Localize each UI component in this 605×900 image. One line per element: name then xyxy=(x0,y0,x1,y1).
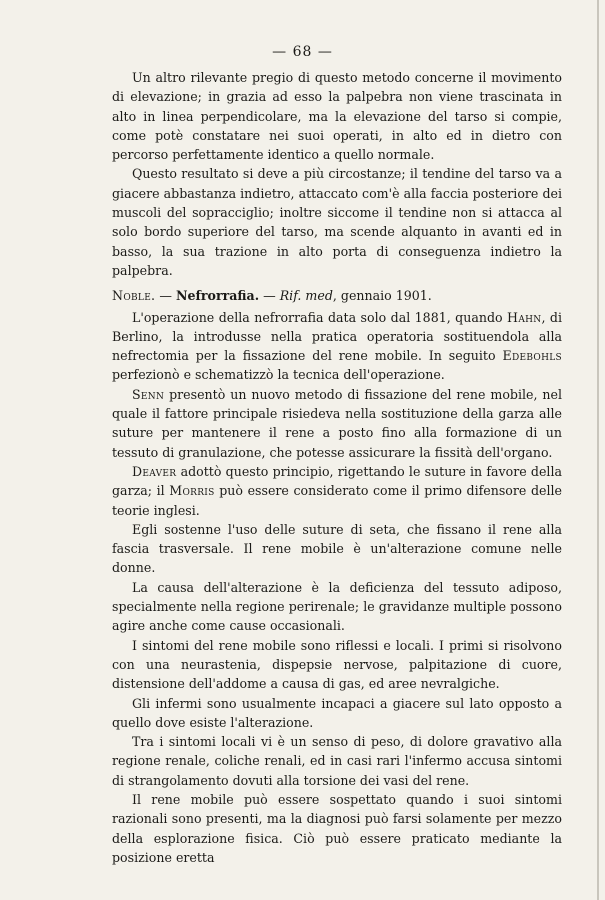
history-text-3: perfezionò e schematizzò la tecnica dell'operazione. xyxy=(112,367,445,383)
history-text-2: , di Berlino, la introdusse nella pratica operatoria sostituendola alla nefrectomia per la fissazione del rene mobile. In seguito xyxy=(112,309,562,364)
paragraph-cause: La causa dell'alterazione è la deficienza del tessuto adiposo, specialmente nella regione perirenale; le gravidanze multiple possono agire anche come cause occasionali. xyxy=(112,579,562,634)
entry-header xyxy=(112,286,562,305)
deaver-text-2: può essere considerato come il primo difensore delle teorie inglesi. xyxy=(112,483,562,518)
paragraph-deaver xyxy=(112,462,562,520)
paragraph-movement: Un altro rilevante pregio di questo metodo concerne il movimento di elevazione; in grazia ad esso la palpebra non viene trascinata in alto in linea perpendicolare, ma la elevazione del tarso si compie, come potè constatare nei suoi operati, in alto ed in dietro con percorso perfettamente identico a quello normale. xyxy=(112,70,562,163)
paragraph-diagnosis: Il rene mobile può essere sospettato quando i suoi sintomi razionali sono presenti, ma la diagnosi può farsi solamente per mezzo della esplorazione fisica. Ciò può essere praticato mediante la posizione eretta xyxy=(112,791,562,865)
body-text xyxy=(112,68,562,867)
name-hahn: Hahn xyxy=(507,309,542,325)
paragraph-history xyxy=(112,308,562,385)
name-deaver: Deaver xyxy=(132,463,177,479)
paragraph-sutures: Egli sostenne l'uso delle suture di seta, che fissano il rene alla fascia trasversale. Il rene mobile è un'alterazione comune nelle donne. xyxy=(112,521,562,576)
paragraph-result: Questo resultato si deve a più circostanze; il tendine del tarso va a giacere abbastanza indietro, attaccato com'è alla faccia posteriore dei muscoli del sopracciglio; inoltre siccome il tendine non si attacca al solo bordo superiore del tarso, ma scende alquanto in avanti ed in basso, la sua trazione in alto porta di conseguenza indietro la palpebra. xyxy=(112,166,562,278)
entry-source: Rif. med xyxy=(279,288,333,304)
entry-title: Nefrorrafia. xyxy=(175,288,260,304)
entry-dash-1: — xyxy=(155,288,176,304)
name-edebohls: Edebohls xyxy=(502,348,562,364)
deaver-text-1: adottò questo principio, rigettando le suture in favore della garza; il xyxy=(112,463,562,499)
page-edge-line xyxy=(597,0,599,900)
name-senn: Senn xyxy=(132,386,165,402)
paragraph-lying: Gli infermi sono usualmente incapaci a giacere sul lato opposto a quello dove esiste l'alterazione. xyxy=(112,695,562,730)
paragraph-local-symptoms: Tra i sintomi locali vi è un senso di peso, di dolore gravativo alla regione renale, coliche renali, ed in casi rari l'infermo accusa sintomi di strangolamento dovuti alla torsione dei vasi del rene. xyxy=(112,734,562,788)
history-text-1: L'operazione della nefrorrafia data solo dal 1881, quando xyxy=(132,309,508,325)
page-number: — 68 — xyxy=(272,44,333,60)
entry-date: , gennaio 1901. xyxy=(332,288,432,304)
paragraph-symptoms: I sintomi del rene mobile sono riflessi e locali. I primi si risolvono con una neurastenia, dispepsie nervose, palpitazione di cuore, distensione dell'addome a causa di gas, ed aree nevralgiche. xyxy=(112,637,562,692)
paragraph-senn xyxy=(112,385,562,462)
entry-dash-2: — xyxy=(259,288,280,304)
name-morris: Morris xyxy=(169,483,215,499)
entry-author: Noble. xyxy=(112,288,156,304)
senn-text: presentò un nuovo metodo di fissazione del rene mobile, nel quale il fattore principale risiedeva nella sostituzione della garza alle suture per mantenere il rene a posto fino alla formazione di un tessuto di granulazione, che potesse assicurare la fissità dell'organo. xyxy=(112,386,562,460)
